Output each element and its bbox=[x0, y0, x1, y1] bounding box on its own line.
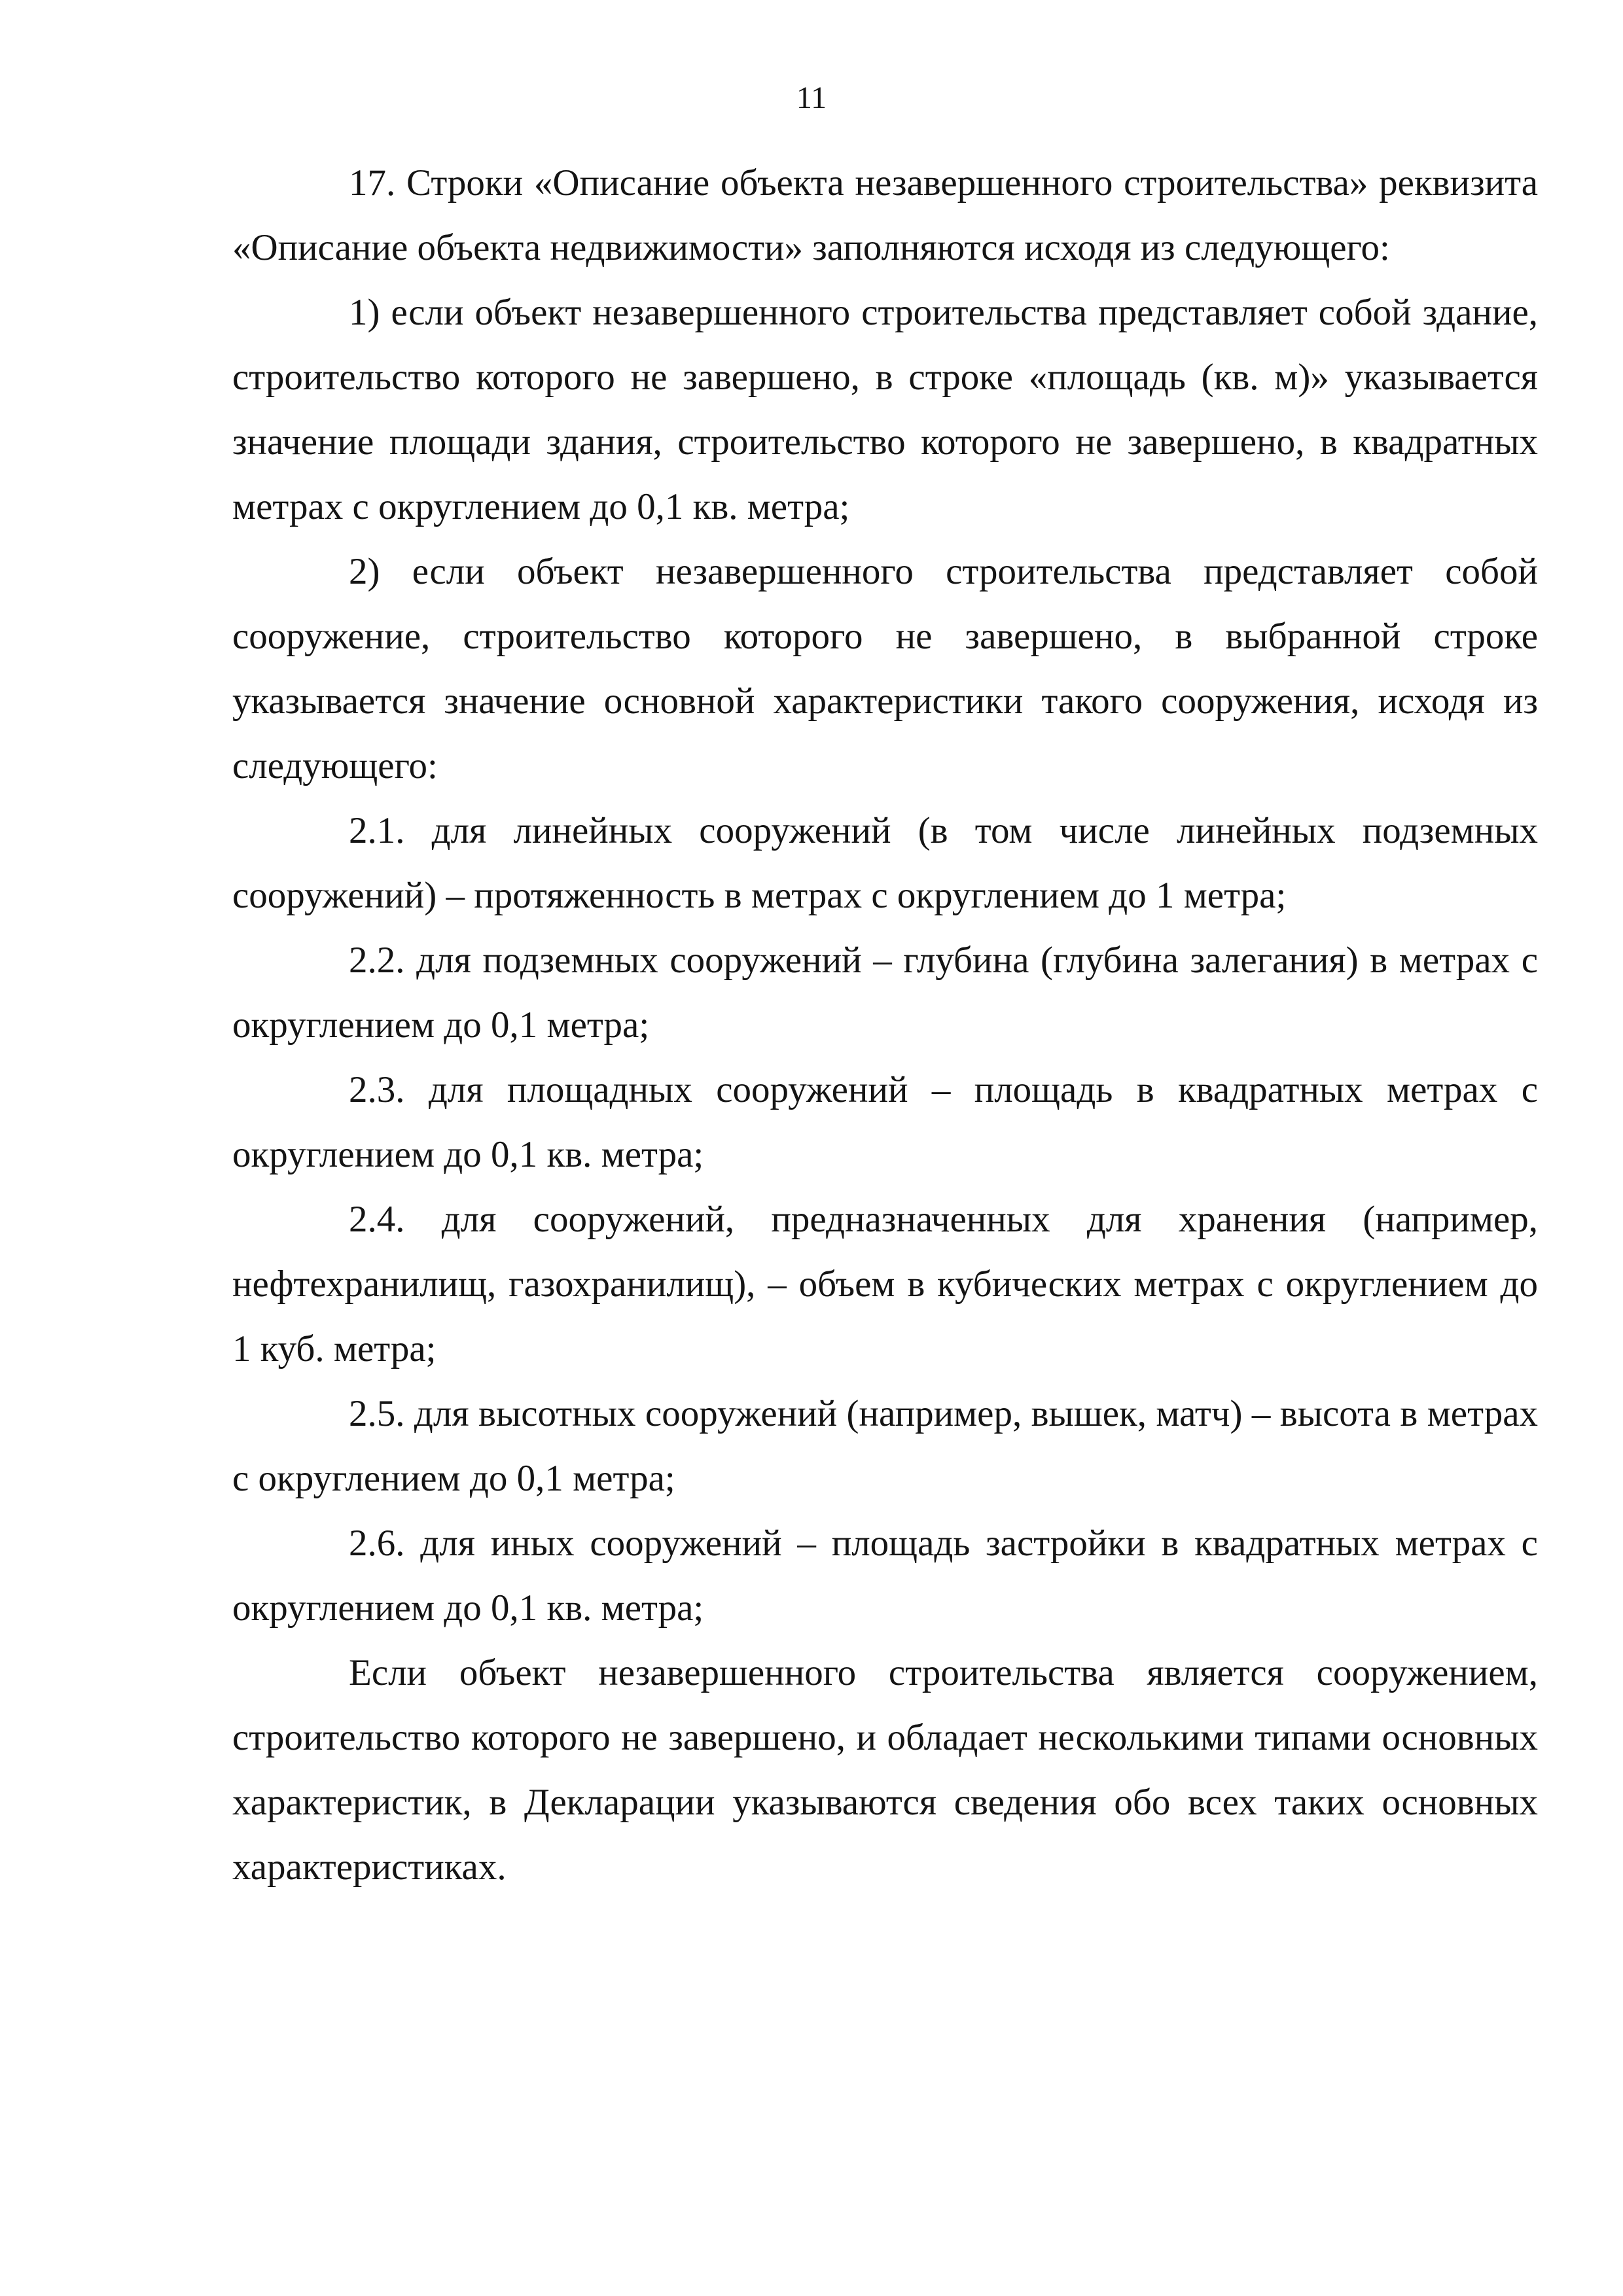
paragraph-item-2-5: 2.5. для высотных сооружений (например, вышек, матч) – высота в метрах с округлением до 0,1 метра; bbox=[232, 1393, 1538, 1499]
paragraph-item-2-3: 2.3. для площадных сооружений – площадь в квадратных метрах с округлением до 0,1 кв. метра; bbox=[232, 1069, 1538, 1175]
paragraph-item-2-2: 2.2. для подземных сооружений – глубина (глубина залегания) в метрах с округлением до 0,1 метра; bbox=[232, 940, 1538, 1046]
paragraph-item-2: 2) если объект незавершенного строительства представляет собой сооружение, строительство которого не завершено, в выбранной строке указывается значение основной характеристики такого сооружения, исходя из следующего: bbox=[232, 551, 1538, 786]
page-number: 11 bbox=[796, 80, 827, 115]
paragraph-17: 17. Строки «Описание объекта незавершенного строительства» реквизита «Описание объекта недвижимости» заполняются исходя из следующего: bbox=[232, 162, 1538, 268]
paragraph-item-2-6: 2.6. для иных сооружений – площадь застройки в квадратных метрах с округлением до 0,1 кв. метра; bbox=[232, 1523, 1538, 1629]
paragraph-item-2-1: 2.1. для линейных сооружений (в том числе линейных подземных сооружений) – протяженность в метрах с округлением до 1 метра; bbox=[232, 810, 1538, 916]
document-body bbox=[232, 150, 1538, 1899]
paragraph-item-2-4: 2.4. для сооружений, предназначенных для хранения (например, нефтехранилищ, газохранилищ), – объем в кубических метрах с округлением до 1 куб. метра; bbox=[232, 1199, 1538, 1369]
paragraph-closing: Если объект незавершенного строительства является сооружением, строительство которого не завершено, и обладает несколькими типами основных характеристик, в Декларации указываются сведения обо всех таких основных характеристиках. bbox=[232, 1652, 1538, 1888]
paragraph-item-1: 1) если объект незавершенного строительства представляет собой здание, строительство которого не завершено, в строке «площадь (кв. м)» указывается значение площади здания, строительство которого не завершено, в квадратных метрах с округлением до 0,1 кв. метра; bbox=[232, 292, 1538, 527]
